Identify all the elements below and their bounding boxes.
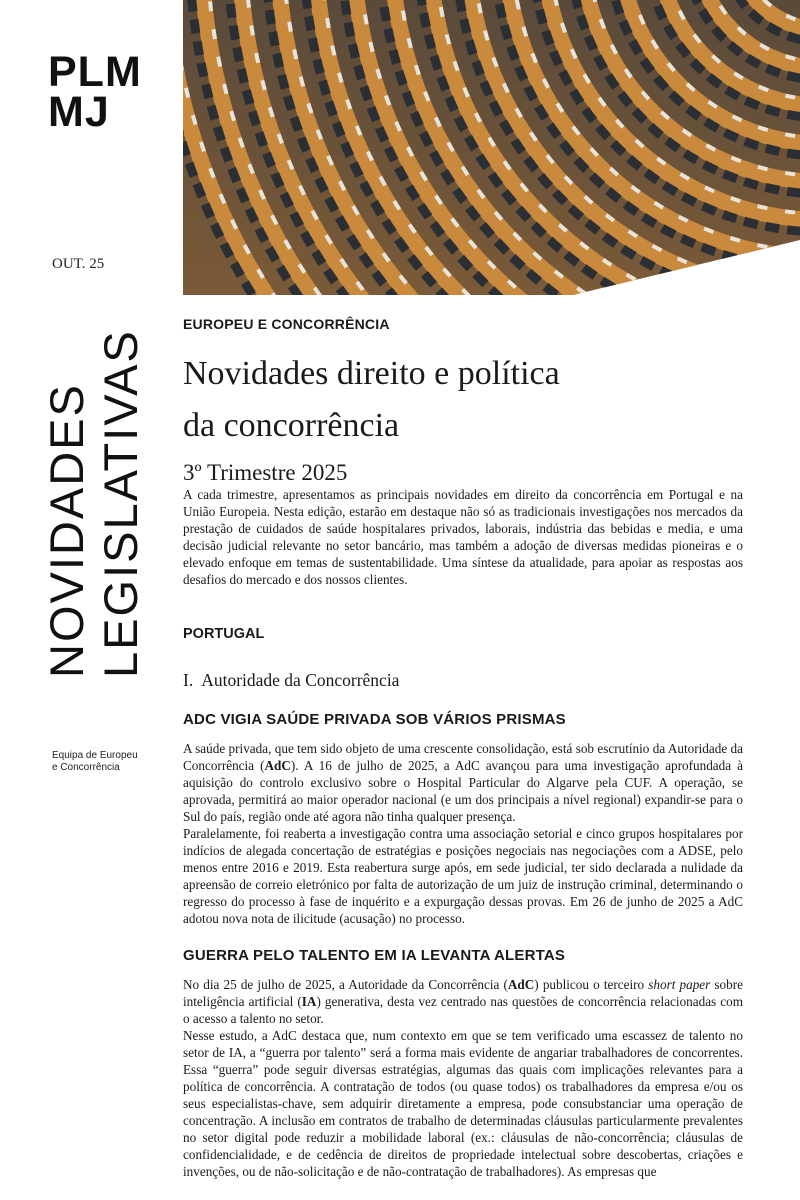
- topic-heading-2: GUERRA PELO TALENTO EM IA LEVANTA ALERTAS: [183, 947, 566, 964]
- topic-heading-1: ADC VIGIA SAÚDE PRIVADA SOB VÁRIOS PRISMAS: [183, 711, 566, 728]
- p1-abbrev: AdC: [264, 758, 291, 773]
- logo-line-2: MJ: [48, 88, 110, 136]
- subsection-number: I.: [183, 670, 194, 690]
- paragraph-3: [183, 976, 743, 1027]
- article-kicker: EUROPEU E CONCORRÊNCIA: [183, 316, 390, 332]
- p1-text-c: ). A 16 de julho de 2025, a AdC avançou para uma investigação aprofundada à aquisição do controlo exclusivo sobre o Hospital Particular do Algarve pela CUF. A operação, se aprovada, permitirá ao maior operador nacional (e um dos principais a nível regional) expandir-se para o Sul do país, região onde até agora não tinha qualquer presença.: [183, 758, 743, 824]
- parliament-hemicycle-illustration: [183, 0, 800, 295]
- paragraph-2: Paralelamente, foi reaberta a investigação contra uma associação setorial e cinco grupos hospitalares por indícios de alegada concertação de estratégias e posições negociais nas negociações com a ADSE, pelo menos entre 2016 e 2019. Esta reabertura surge após, em sede judicial, ter sido declarada a nulidade da apreensão de correio eletrónico por falta de autorização de um juiz de instrução criminal, determinando o regresso do processo à fase de inquérito e a expurgação dessas provas. Em 26 de junho de 2025 a AdC adotou nova nota de ilicitude (acusação) no processo.: [183, 826, 743, 926]
- title-line-2: da concorrência: [183, 407, 400, 444]
- title-line-1: Novidades direito e política: [183, 355, 560, 392]
- paragraph-1: [183, 740, 743, 825]
- p3-text-e: sobre inteligência artificial (: [183, 977, 743, 1009]
- p3-abbrev-ia: IA: [301, 994, 317, 1009]
- vertical-title-line-1: NOVIDADES: [40, 383, 93, 678]
- paragraph-4: Nesse estudo, a AdC destaca que, num contexto em que se tem verificado uma escassez de talento no setor de IA, a “guerra por talento” será a forma mais evidente de angariar trabalhadores de concorrentes. Essa “guerra” pode seguir diversas estratégias, algumas das quais com implicações relevantes para a política de concorrência. A contratação de todos (ou quase todos) os trabalhadores da empresa e/ou os seus especialistas-chave, sem adquirir diretamente a empresa, pode consubstanciar uma operação de concentração. A inclusão em contratos de trabalho de determinadas cláusulas particularmente prevalentes no setor digital pode reduzir a mobilidade laboral (ex.: cláusulas de não-concorrência; cláusulas de confidencialidade, e de cedência de direitos de propriedade intelectual sobre descobertas, criações e invenções, ou de não-solicitação e de não-contratação de trabalhadores). As empresas que: [183, 1028, 743, 1179]
- article: [183, 316, 743, 1180]
- p3-text-g: ) generativa, desta vez centrado nas questões de concorrência relacionadas com o acesso a talento no setor.: [183, 994, 743, 1026]
- p3-text-a: No dia 25 de julho de 2025, a Autoridade da Concorrência (: [183, 977, 508, 992]
- team-line-2: e Concorrência: [52, 762, 120, 773]
- p1-text-a: A saúde privada, que tem sido objeto de uma crescente consolidação, está sob escrutínio da Autoridade da Concorrência (: [183, 741, 743, 773]
- article-subtitle: 3º Trimestre 2025: [183, 460, 348, 485]
- subsection-title: Autoridade da Concorrência: [201, 670, 400, 690]
- team-line-1: Equipa de Europeu: [52, 750, 138, 761]
- vertical-publication-title: [40, 329, 148, 678]
- team-credit: [52, 750, 162, 774]
- p3-italic-term: short paper: [648, 977, 711, 992]
- p3-text-c: ) publicou o terceiro: [534, 977, 649, 992]
- vertical-title-line-2: LEGISLATIVAS: [94, 329, 147, 678]
- subsection-heading: [183, 670, 743, 691]
- edition-date: OUT. 25: [52, 256, 105, 272]
- intro-paragraph: A cada trimestre, apresentamos as principais novidades em direito da concorrência em Portugal e na União Europeia. Nesta edição, estarão em destaque não só as tradicionais investigações nos mercados da prestação de cuidados de saúde hospitalares privados, laborais, indústria das bebidas e media, e uma decisão judicial relevante no setor bancário, mas também a adoção de diversas medidas pioneiras e o elevado enfoque em temas de sustentabilidade. Uma síntese da atualidade, para apoiar as respostas aos desafios do mercado e dos nossos clientes.: [183, 487, 743, 587]
- plmj-logo: [48, 48, 142, 136]
- article-title: [183, 348, 743, 452]
- hero-image: [183, 0, 800, 295]
- logo-line-1: PLM: [48, 48, 142, 96]
- section-heading: PORTUGAL: [183, 626, 265, 642]
- p3-abbrev-adc: AdC: [507, 977, 535, 992]
